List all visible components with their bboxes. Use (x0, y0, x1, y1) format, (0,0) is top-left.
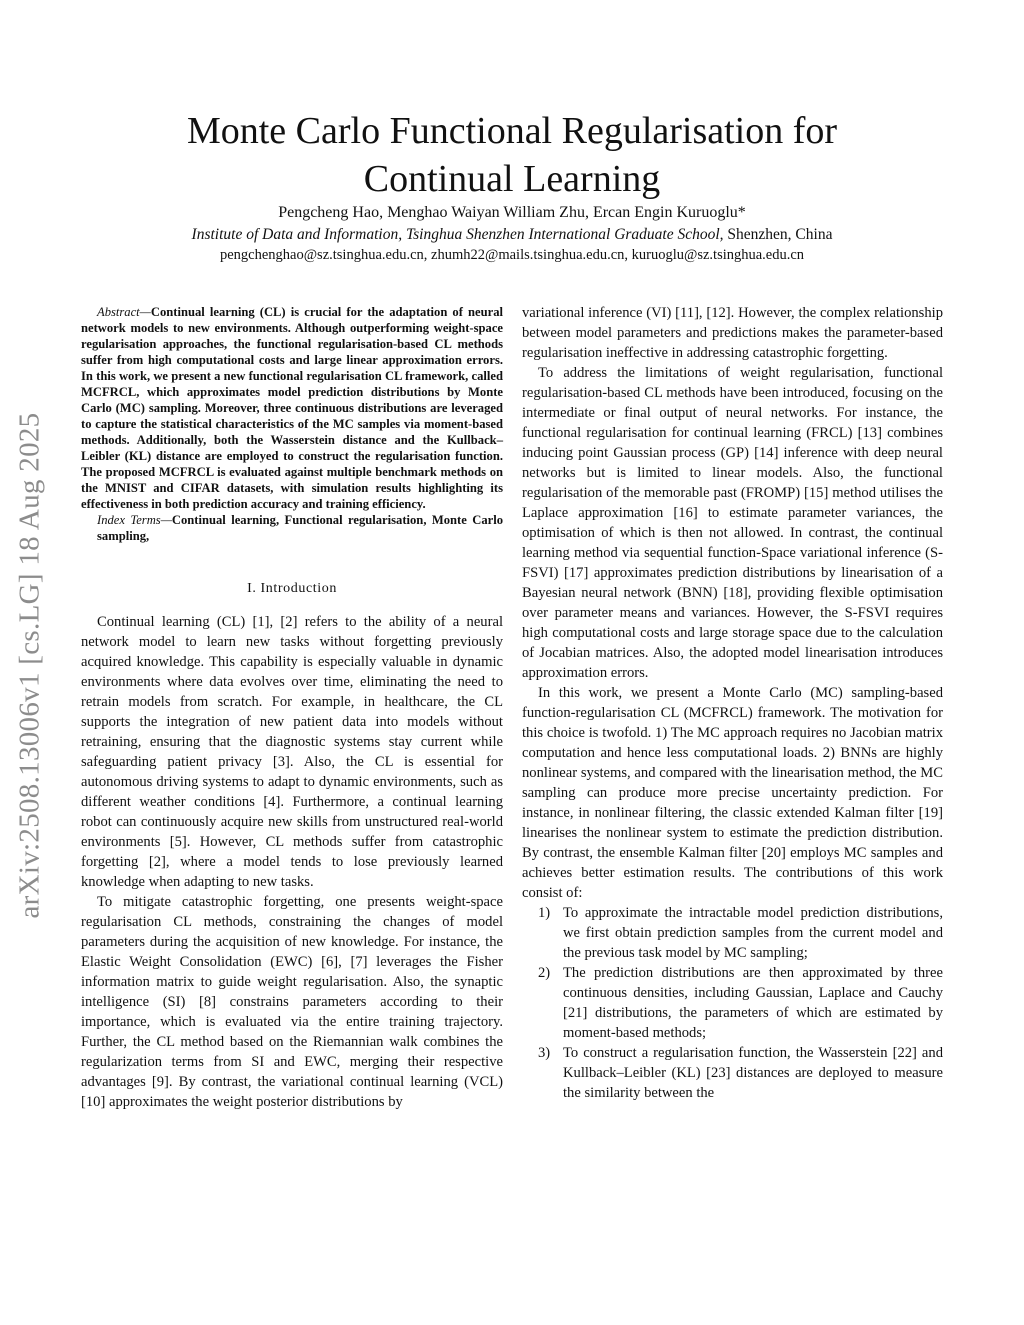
contributions-list (522, 903, 943, 1103)
right-paragraph-2: To address the limitations of weight regularisation, functional regularisation-based CL methods have been introduced, focusing on the intermediate or final output of neural networks. For instance, the functional regularisation for continual learning (FRCL) [13] combines inducing point Gaussian process (GP) [14] inference with deep neural networks but is limited to linear models. Also, the functional regularisation of the memorable past (FROMP) [15] method utilises the Laplace approximation [16] to estimate parameter variances, the optimisation of which is then not allowed. In contrast, the continual learning method via sequential function-Space variational inference (S-FSVI) [17] approximates prediction distributions by linearisation of a Bayesian neural network (BNN) [18], providing flexible optimisation over parameter means and variances. However, the S-FSVI requires high computational costs and large storage space due to the calculation of Jocabian matrices. Also, the adopted model linearisation introduces approximation errors. (522, 365, 943, 681)
affiliation-institute: Institute of Data and Information, Tsinghua Shenzhen International Graduate School, (191, 226, 724, 243)
right-column (522, 303, 943, 1103)
section-heading-introduction: I. Introduction (247, 581, 337, 596)
contribution-number: 2) (538, 965, 551, 981)
left-column (81, 304, 503, 1112)
contribution-text: To approximate the intractable model prediction distributions, we first obtain prediction samples from the current model and the previous task model by MC sampling; (563, 905, 943, 961)
right-paragraph-3: In this work, we present a Monte Carlo (MC) sampling-based function-regularisation CL (MCFRCL) framework. The motivation for this choice is twofold. 1) The MC approach requires no Jacobian matrix computation and hence less computational loads. 2) BNNs are highly nonlinear systems, and compared with the linearisation method, the MC sampling can produce more precise uncertainty prediction. For instance, in nonlinear filtering, the classic extended Kalman filter [19] linearises the nonlinear system to estimate the prediction distribution. By contrast, the ensemble Kalman filter [20] employs MC samples and achieves better estimation results. The contributions of this work consist of: (522, 685, 943, 901)
paper-title (100, 107, 924, 203)
title-line-1: Monte Carlo Functional Regularisation for (186, 110, 838, 153)
intro-paragraph-1: Continual learning (CL) [1], [2] refers to the ability of a neural network model to learn new tasks without forgetting previously acquired knowledge. This capability is especially valuable in dynamic environments where data evolves over time, eliminating the need to retrain models from scratch. For example, in healthcare, the CL supports the integration of new patient data into models without retraining, ensuring that the diagnostic systems stay current while safeguarding patient privacy [3]. Also, the CL is essential for autonomous driving systems to adapt to dynamic environments, such as different weather conditions [4]. Furthermore, a continual learning robot can continuously acquire new skills from unstructured real-world environments [5]. However, CL methods suffer from catastrophic forgetting [2], where a model tends to lose previously learned knowledge when adapting to new tasks. (81, 614, 503, 890)
author-emails: pengchenghao@sz.tsinghua.edu.cn, zhumh22@mails.tsinghua.edu.cn, kuruoglu@sz.tsinghua.edu.cn (219, 247, 805, 263)
abstract (81, 304, 503, 512)
right-paragraph-1: variational inference (VI) [11], [12]. However, the complex relationship between model parameters and predictions makes the parameter-based regularisation ineffective in addressing catastrophic forgetting. (522, 305, 943, 361)
affiliation (80, 225, 944, 245)
arxiv-side-stamp (10, 370, 50, 960)
intro-paragraph-2: To mitigate catastrophic forgetting, one presents weight-space regularisation CL methods, constraining the changes of model parameters during the acquisition of new knowledge. For instance, the Elastic Weight Consolidation (EWC) [6], [7] leverages the Fisher information matrix to guide weight regularisation. Also, the synaptic intelligence (SI) [8] constrains parameters according to their importance, which is evaluated via the entire training trajectory. Further, the CL method based on the Riemannian walk combines the regularization terms from SI and EWC, merging their respective advantages [9]. By contrast, the variational continual learning (VCL) [10] approximates the weight posterior distributions by (81, 894, 503, 1110)
contribution-number: 3) (538, 1045, 551, 1061)
contribution-text: The prediction distributions are then approximated by three continuous densities, including Gaussian, Laplace and Cauchy [21] distributions, the parameters of which are estimated by moment-based methods; (563, 965, 943, 1041)
affiliation-location: Shenzhen, China (723, 226, 833, 243)
index-terms-text: Continual learning, Functional regularisation, Monte Carlo sampling, (97, 513, 503, 543)
author-list: Pengcheng Hao, Menghao Waiyan William Zhu, Ercan Engin Kuruoglu* (278, 204, 746, 221)
index-terms (81, 512, 503, 544)
contribution-number: 1) (538, 905, 551, 921)
index-terms-lead: Index Terms— (97, 513, 172, 527)
contribution-item (522, 903, 943, 963)
contribution-item (522, 963, 943, 1043)
abstract-lead: Abstract— (97, 305, 151, 319)
contribution-text: To construct a regularisation function, the Wasserstein [22] and Kullback–Leibler (KL) [23] distances are deployed to measure the similarity between the (563, 1045, 943, 1101)
title-line-2: Continual Learning (363, 158, 661, 201)
arxiv-identifier: arXiv:2508.13006v1 [cs.LG] 18 Aug 2025 (13, 412, 46, 918)
contribution-item (522, 1043, 943, 1103)
abstract-text: Continual learning (CL) is crucial for the adaptation of neural network models to new environments. Although outperforming weight-space regularisation approaches, the functional regularisation-based CL methods suffer from high computational costs and large linear approximation errors. In this work, we present a new functional regularisation CL framework, called MCFRCL, which approximates model prediction distributions by Monte Carlo (MC) sampling. Moreover, three continuous distributions are leveraged to capture the statistical characteristics of the MC samples via moment-based methods. Additionally, both the Wasserstein distance and the Kullback–Leibler (KL) distance are employed to construct the regularisation function. The proposed MCFRCL is evaluated against multiple benchmark methods on the MNIST and CIFAR datasets, with simulation results highlighting its effectiveness in both prediction accuracy and training efficiency. (81, 305, 503, 511)
